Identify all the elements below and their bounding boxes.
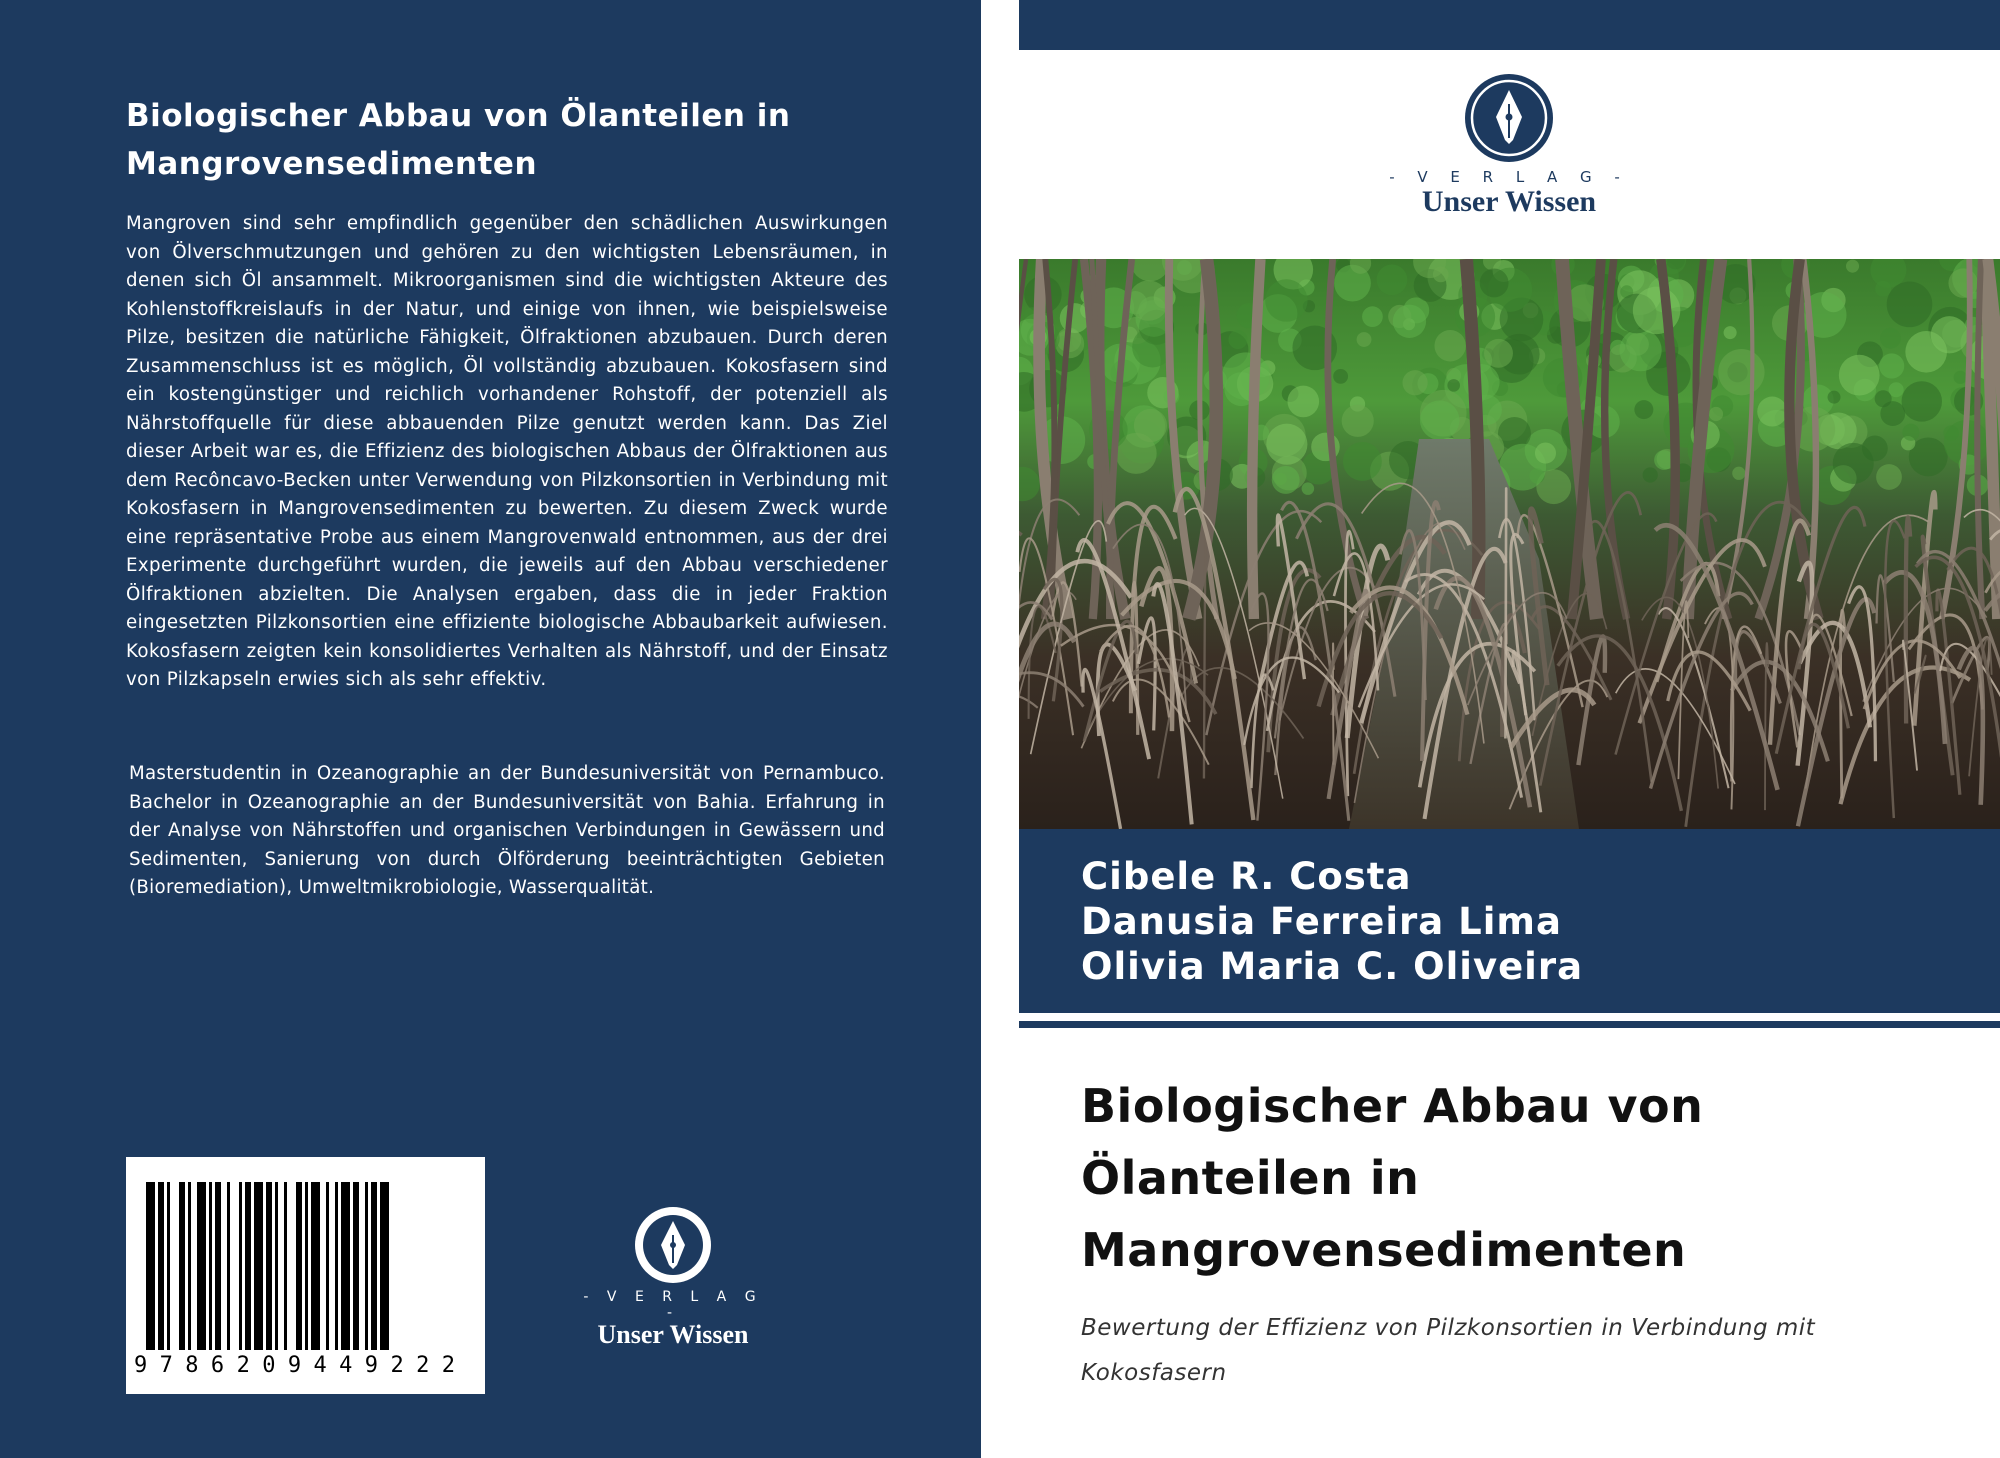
top-bar <box>1019 0 2000 50</box>
barcode-icon <box>146 1182 466 1350</box>
author-name: Olivia Maria C. Oliveira <box>1081 945 1584 988</box>
authors-band <box>1019 829 2000 1013</box>
author-name: Danusia Ferreira Lima <box>1081 900 1562 943</box>
author-bio: Masterstudentin in Ozeanographie an der Bundesuniversität von Pernambuco. Bachelor in Ozeanographie an der Bundesuniversität von Bahia. Erfahrung in der Analyse von Nährstoffen und organischen Verbindungen in Gewässern und Sedimenten, Sanierung von durch Ölförderung beeinträchtigten Gebieten (Bioremediation), Umweltmikrobiologie, Wasserqualität. <box>129 763 885 898</box>
publisher-logo-front <box>1359 72 1659 222</box>
book-title: Biologischer Abbau von Ölanteilen in Mangrovensedimenten <box>1081 1079 1704 1277</box>
verlag-label: - V E R L A G - <box>1389 168 1629 186</box>
isbn-barcode <box>126 1157 485 1394</box>
publisher-logo-back <box>583 1205 763 1349</box>
publisher-name: Unser Wissen <box>1421 185 1597 218</box>
fountain-pen-nib-icon <box>633 1205 713 1285</box>
book-subtitle: Bewertung der Effizienz von Pilzkonsortien in Verbindung mit Kokosfasern <box>1081 1315 1816 1386</box>
fountain-pen-nib-icon <box>1463 72 1555 164</box>
back-cover-title: Biologischer Abbau von Ölanteilen in Mangrovensedimenten <box>126 98 791 182</box>
mangrove-forest-photo <box>1019 259 2000 829</box>
front-cover <box>1019 0 2000 1458</box>
back-cover-blurb: Mangroven sind sehr empfindlich gegenüber den schädlichen Auswirkungen von Ölverschmutzungen und gehören zu den wichtigsten Lebensräumen, in denen sich Öl ansammelt. Mikroorganismen sind die wichtigsten Akteure des Kohlenstoffkreislaufs in der Natur, und einige von ihnen, wie beispielsweise Pilze, besitzen die natürliche Fähigkeit, Ölfraktionen abzubauen. Durch deren Zusammenschluss ist es möglich, Öl vollständig abzubauen. Kokosfasern sind ein kostengünstiger und reichlich vorhandener Rohstoff, der potenziell als Nährstoffquelle für diese abbauenden Pilze genutzt werden kann. Das Ziel dieser Arbeit war es, die Effizienz des biologischen Abbaus der Ölfraktionen aus dem Recôncavo-Becken unter Verwendung von Pilzkonsortien in Verbindung mit Kokosfasern in Mangrovensedimenten zu bewerten. Zu diesem Zweck wurde eine repräsentative Probe aus einem Mangrovenwald entnommen, aus der drei Experimente durchgeführt wurden, die jeweils auf den Abbau verschiedener Ölfraktionen abzielten. Die Analysen ergaben, dass die in jeder Fraktion eingesetzten Pilzkonsortien eine effiziente biologische Abbaubarkeit aufwiesen. Kokosfasern zeigten kein konsolidiertes Verhalten als Nährstoff, und der Einsatz von Pilzkapseln erwies sich als sehr effektiv. <box>126 213 888 690</box>
isbn-number: 9786209449222 <box>134 1353 468 1378</box>
author-list <box>1081 854 1583 989</box>
verlag-label: - V E R L A G - <box>583 1289 763 1321</box>
publisher-name: Unser Wissen <box>597 1320 749 1349</box>
author-name: Cibele R. Costa <box>1081 855 1412 898</box>
back-cover <box>0 0 981 1458</box>
divider-line <box>1019 1021 2000 1028</box>
